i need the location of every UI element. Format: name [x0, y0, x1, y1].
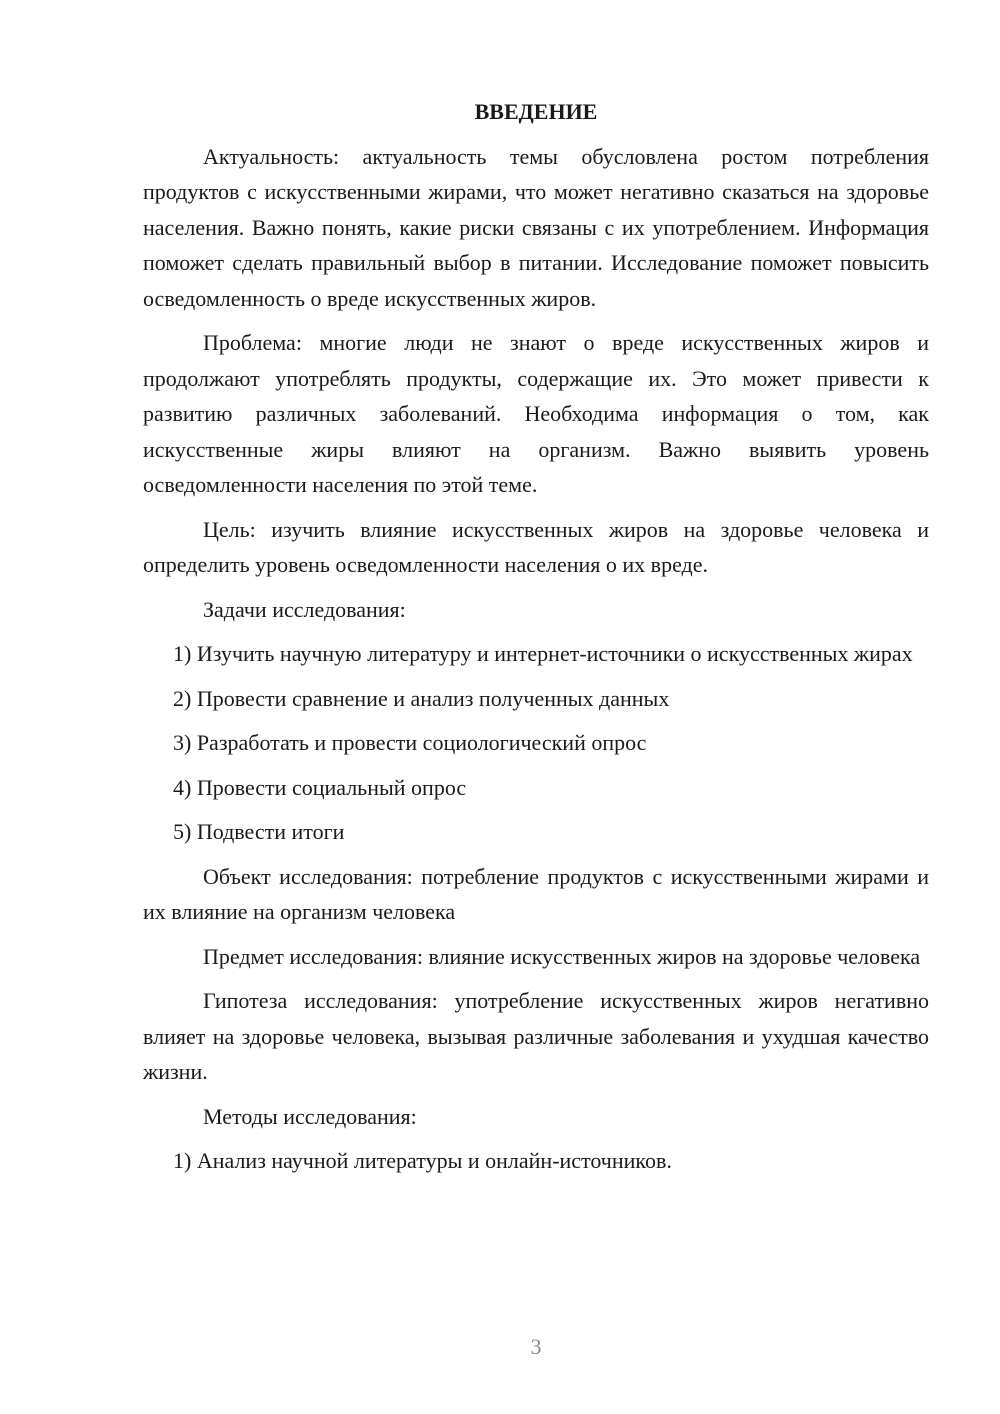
task-item-2: 2) Провести сравнение и анализ полученных данных: [173, 685, 670, 711]
document-page: [143, 94, 929, 1188]
tasks-heading: Задачи исследования:: [203, 596, 406, 622]
task-item-4: 4) Провести социальный опрос: [173, 774, 467, 800]
page-number: 3: [530, 1334, 542, 1359]
relevance-paragraph: Актуальность: актуальность темы обусловлена ростом потребления продуктов с искусственными жирами, что может негативно сказаться на здоровье населения. Важно понять, какие риски связаны с их употреблением. Информация поможет сделать правильный выбор в питании. Исследование поможет повысить осведомленность о вреде искусственных жиров.: [143, 143, 929, 311]
section-title: ВВЕДЕНИЕ: [474, 99, 598, 124]
task-item-1: 1) Изучить научную литературу и интернет-источники о искусственных жирах: [173, 641, 913, 666]
object-paragraph: Объект исследования: потребление продуктов с искусственными жирами и их влияние на организм человека: [143, 863, 929, 924]
hypothesis-paragraph: Гипотеза исследования: употребление искусственных жиров негативно влияет на здоровье человека, вызывая различные заболевания и ухудшая качество жизни.: [143, 988, 929, 1084]
methods-heading: Методы исследования:: [203, 1103, 417, 1129]
goal-paragraph: Цель: изучить влияние искусственных жиров на здоровье человека и определить уровень осведомленности населения о их вреде.: [143, 516, 929, 577]
task-item-3: 3) Разработать и провести социологический опрос: [173, 730, 647, 755]
problem-paragraph: Проблема: многие люди не знают о вреде искусственных жиров и продолжают употреблять продукты, содержащие их. Это может привести к развитию различных заболеваний. Необходима информация о том, как искусственные жиры влияют на организм. Важно выявить уровень осведомленности населения по этой теме.: [143, 330, 929, 497]
subject-paragraph: Предмет исследования: влияние искусственных жиров на здоровье человека: [203, 943, 921, 969]
task-item-5: 5) Подвести итоги: [173, 819, 345, 844]
method-item-1: 1) Анализ научной литературы и онлайн-источников.: [173, 1148, 672, 1173]
